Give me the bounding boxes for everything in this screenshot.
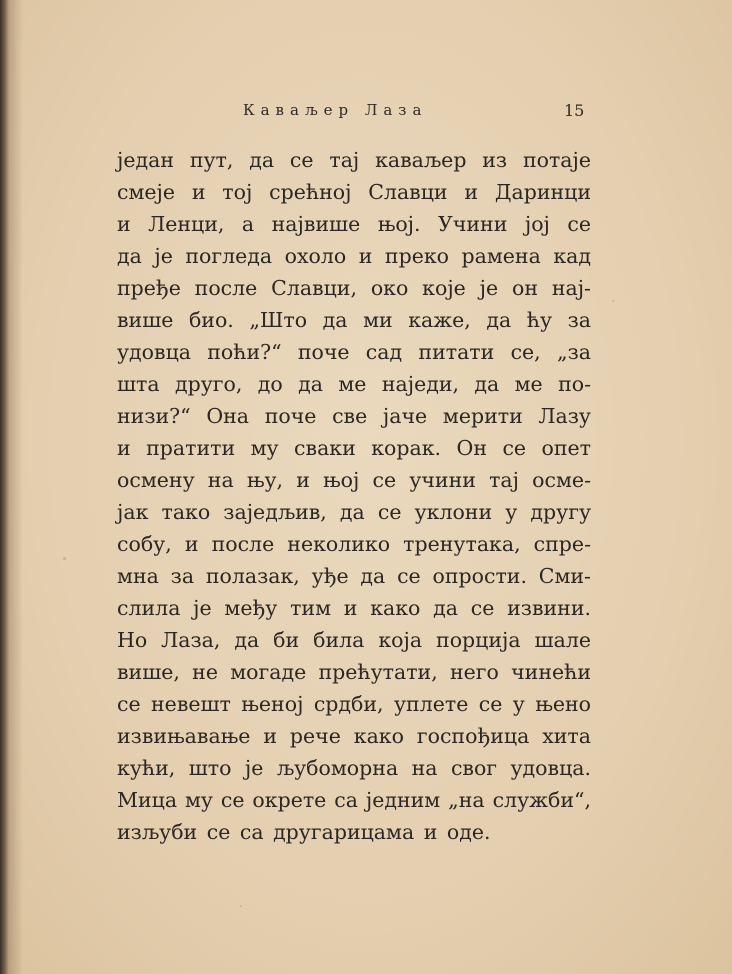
text-line: извињавање и рече како госпођица хита [117, 724, 591, 748]
text-line: удовца поћи?“ поче сад питати се, „за [117, 340, 591, 364]
paper-speck [63, 557, 66, 560]
text-line: се невешт њеној срдби, уплете се у њено [117, 692, 591, 716]
text-line: мна за полазак, уђе да се опрости. Сми- [117, 564, 591, 588]
text-line: кући, што је љубоморна на свог удовца. [117, 756, 591, 780]
text-line: да је погледа охоло и преко рамена кад [117, 244, 591, 268]
running-title: Каваљер Лаза [243, 101, 428, 119]
text-line: шта друго, до да ме наједи, да ме по- [117, 372, 591, 396]
paper-speck [240, 905, 242, 907]
paper-speck [612, 300, 614, 302]
text-line: осмену на њу, и њој се учини тај осме- [117, 468, 591, 492]
text-line: јак тако заједљив, да се уклони у другу [117, 500, 591, 524]
text-line: више, не могаде прећутати, него чинећи [117, 660, 591, 684]
text-line: пређе после Славци, око које је он нај- [117, 276, 591, 300]
binding-shadow [9, 0, 23, 974]
text-line: смеје и тој срећној Славци и Даринци [117, 180, 591, 204]
page-number: 15 [564, 101, 585, 120]
text-line: собу, и после неколико тренутака, спре- [117, 532, 591, 556]
text-line: један пут, да се тај каваљер из потаје [117, 148, 591, 172]
text-line-last: изљуби се са другарицама и оде. [117, 820, 491, 844]
body-text [117, 144, 591, 848]
running-head [0, 101, 732, 125]
text-line: слила је међу тим и како да се извини. [117, 596, 591, 620]
text-line: и Ленци, а највише њој. Учини јој се [117, 212, 591, 236]
text-line: и пратити му сваки корак. Он се опет [117, 436, 591, 460]
text-line: Мица му се окрете са једним „на служби“, [117, 788, 591, 812]
text-line: Но Лаза, да би била која порција шале [117, 628, 591, 652]
text-line: низи?“ Она поче све јаче мерити Лазу [117, 404, 591, 428]
text-line: више био. „Што да ми каже, да ћу за [117, 308, 591, 332]
book-binding-edge [0, 0, 9, 974]
